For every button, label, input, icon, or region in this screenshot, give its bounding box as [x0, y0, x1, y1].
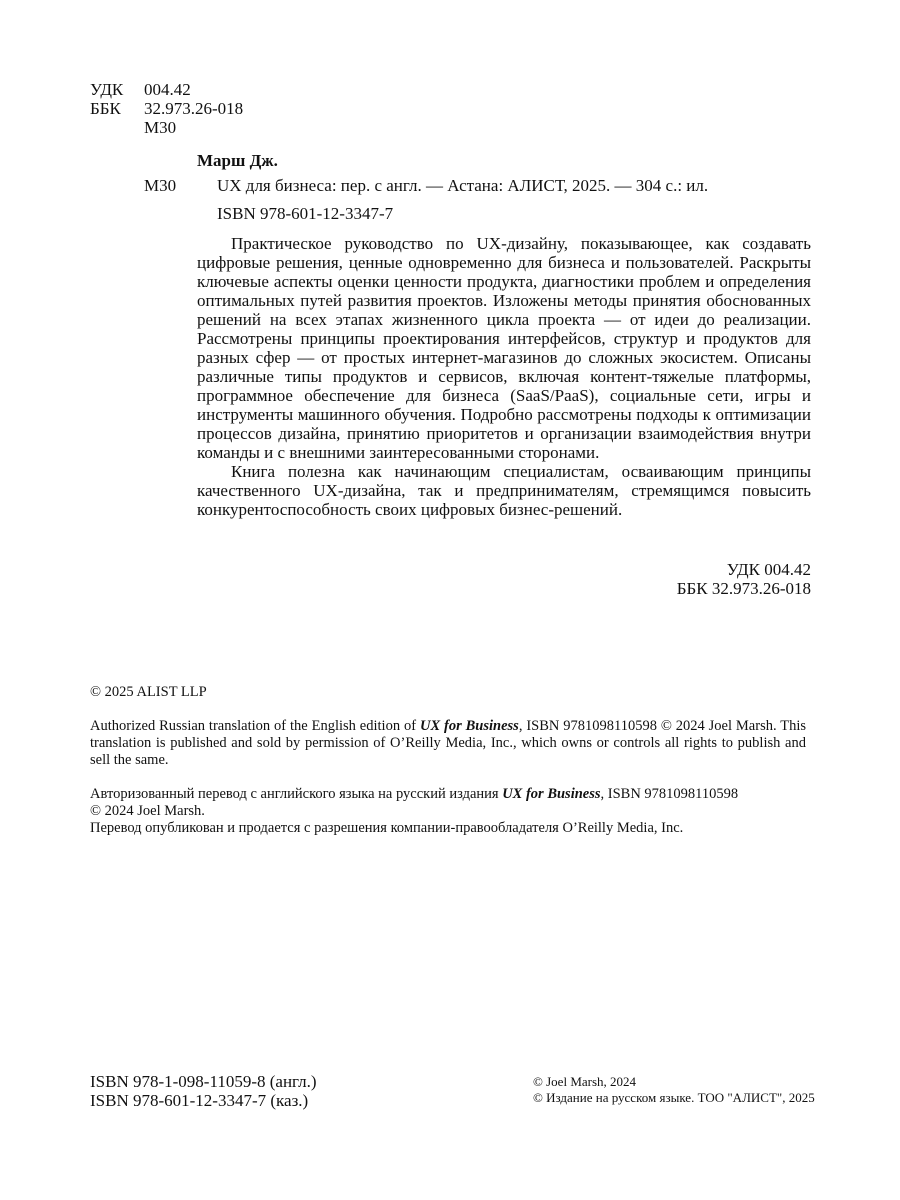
- en-rights-prefix: Authorized Russian translation of the English edition of: [90, 718, 417, 734]
- abstract-paragraph-1: Практическое руководство по UX-дизайну, показывающее, как создавать цифровые решения, ценные одновременно для бизнеса и пользователей. Раскрыты ключевые аспекты оценки ценности продукта, диагностики проблем и определения оптимальных путей развития проектов. Изложены методы принятия обоснованных решений на всех этапах жизненного цикла проекта — от идеи до реализации. Рассмотрены принципы проектирования интерфейсов, структур и продуктов для разных сфер — от простых интернет-магазинов до сложных экосистем. Описаны различные типы продуктов и сервисов, включая контент-тяжелые платформы, программное обеспечение для бизнеса (SaaS/PaaS), социальные сети, игры и инструменты машинного обучения. Подробно рассмотрены подходы к оптимизации процессов дизайна, принятию приоритетов и организации взаимодействия внутри команды и с внешними заинтересованными сторонами.: [197, 234, 811, 462]
- codes-right: [500, 560, 811, 598]
- bbk-row: [90, 99, 243, 118]
- copyright-edition: © Издание на русском языке. ТОО "АЛИСТ", 2025: [533, 1090, 815, 1105]
- footer-isbns: [90, 1072, 317, 1110]
- ru-rights-suffix: , ISBN 9781098110598: [600, 786, 739, 802]
- udk-bbk-block: [90, 80, 243, 137]
- ru-rights-line-1: [90, 786, 806, 803]
- ru-rights-line-2: © 2024 Joel Marsh.: [90, 803, 205, 819]
- author-name: Марш Дж.: [197, 151, 278, 170]
- udk-label: УДК: [90, 80, 124, 99]
- alist-copyright: © 2025 ALIST LLP: [90, 684, 207, 700]
- isbn-entry: ISBN 978-601-12-3347-7: [217, 204, 394, 223]
- abstract: [197, 234, 811, 519]
- bbk-value: 32.973.26-018: [144, 99, 244, 118]
- udk-row: [90, 80, 243, 99]
- footer-copyrights: [533, 1074, 815, 1106]
- author-mark-top: М30: [144, 118, 177, 137]
- udk-code-right: УДК 004.42: [726, 560, 811, 579]
- ru-rights-prefix: Авторизованный перевод с английского языка на русский издания: [90, 786, 499, 802]
- bbk-code-right: ББК 32.973.26-018: [676, 579, 811, 598]
- english-rights-notice: [90, 718, 806, 769]
- russian-rights-notice: [90, 786, 806, 837]
- isbn-english: ISBN 978-1-098-11059-8 (англ.): [90, 1072, 317, 1091]
- en-book-title: UX for Business: [419, 718, 519, 734]
- bbk-label: ББК: [90, 99, 121, 118]
- ru-book-title: UX for Business: [502, 786, 601, 802]
- isbn-kazakh: ISBN 978-601-12-3347-7 (каз.): [90, 1091, 309, 1110]
- copyright-author: © Joel Marsh, 2024: [533, 1074, 637, 1089]
- author-mark: М30: [144, 176, 177, 195]
- bibliographic-line: UX для бизнеса: пер. с англ. — Астана: АЛИСТ, 2025. — 304 с.: ил.: [217, 176, 709, 195]
- udk-value: 004.42: [144, 80, 191, 99]
- abstract-paragraph-2: Книга полезна как начинающим специалистам, осваивающим принципы качественного UX-дизайна, так и предпринимателям, стремящимся повысить конкурентоспособность своих цифровых бизнес-решений.: [197, 462, 811, 519]
- ru-rights-line-3: Перевод опубликован и продается с разрешения компании-правообладателя O’Reilly Media, Inc.: [90, 820, 684, 836]
- en-rights-suffix: , ISBN 9781098110598 © 2024 Joel Marsh. This translation is published and sold by permission of O’Reilly Media, Inc., which owns or controls all rights to publish and sell the same.: [90, 718, 806, 768]
